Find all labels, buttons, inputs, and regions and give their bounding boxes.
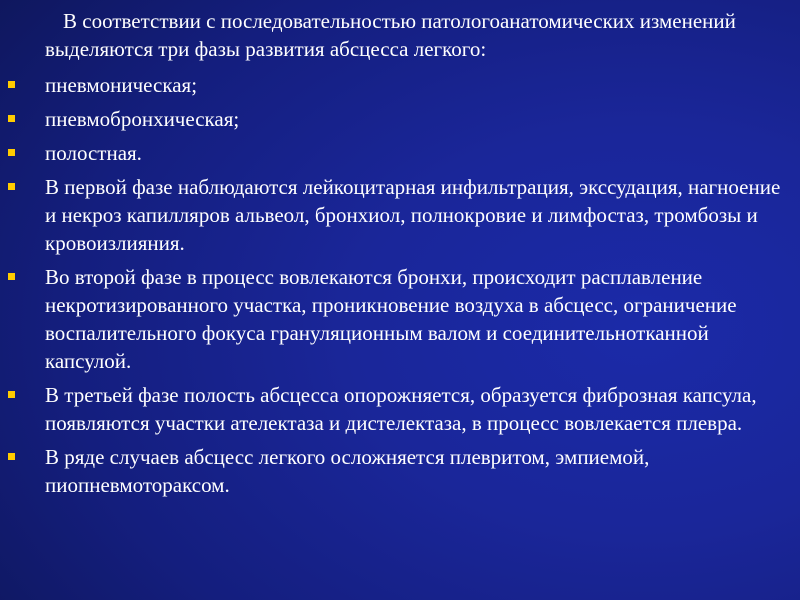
square-bullet-icon — [8, 183, 15, 190]
bullet-text: В ряде случаев абсцесс легкого осложняется плевритом, эмпиемой, пиопневмотораксом. — [45, 445, 650, 497]
bullet-item-complications — [0, 443, 800, 499]
bullet-text: полостная. — [45, 141, 142, 165]
bullet-list — [0, 71, 800, 505]
bullet-text: В третьей фазе полость абсцесса опорожняется, образуется фиброзная капсула, появляются участки ателектаза и дистелектаза, в процесс вовлекается плевра. — [45, 383, 757, 435]
bullet-item-second-phase — [0, 263, 800, 375]
bullet-item-cavitary — [0, 139, 800, 167]
square-bullet-icon — [8, 453, 15, 460]
square-bullet-icon — [8, 149, 15, 156]
square-bullet-icon — [8, 81, 15, 88]
intro-paragraph: В соответствии с последовательностью патологоанатомических изменений выделяются три фазы развития абсцесса легкого: — [45, 9, 736, 61]
bullet-text: Во второй фазе в процесс вовлекаются бронхи, происходит расплавление некротизированного участка, проникновение воздуха в абсцесс, ограничение воспалительного фокуса грануляционным валом и соединительнотканной капсулой. — [45, 265, 737, 373]
square-bullet-icon — [8, 273, 15, 280]
bullet-item-pneumobronchial — [0, 105, 800, 133]
square-bullet-icon — [8, 115, 15, 122]
bullet-item-first-phase — [0, 173, 800, 257]
bullet-text: В первой фазе наблюдаются лейкоцитарная инфильтрация, экссудация, нагноение и некроз капилляров альвеол, бронхиол, полнокровие и лимфостаз, тромбозы и кровоизлияния. — [45, 175, 781, 255]
square-bullet-icon — [8, 391, 15, 398]
bullet-text: пневмоническая; — [45, 73, 198, 97]
bullet-text: пневмобронхическая; — [45, 107, 240, 131]
bullet-item-third-phase — [0, 381, 800, 437]
bullet-item-pneumonic — [0, 71, 800, 99]
